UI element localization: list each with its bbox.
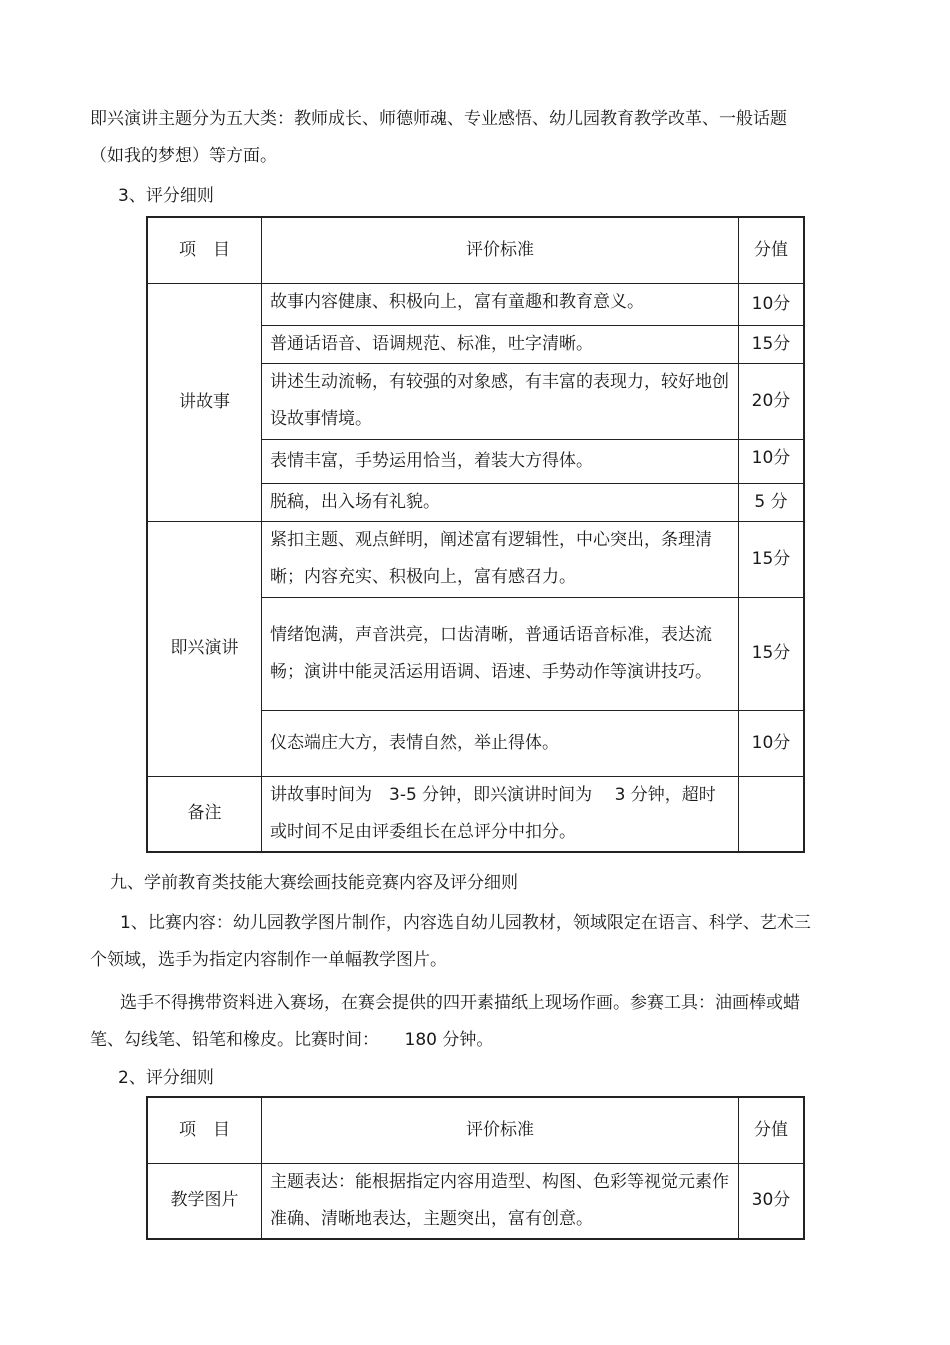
- header-item: 项 目: [147, 1097, 262, 1163]
- table-row: [147, 283, 804, 325]
- speech-scoring-table: [146, 216, 805, 853]
- contest-content-paragraph: 1、比赛内容：幼儿园教学图片制作，内容选自幼儿园教材，领域限定在语言、科学、艺术三个领域，选手为指定内容制作一单幅教学图片。: [90, 913, 811, 970]
- score-cell: 15分: [739, 521, 805, 597]
- intro-paragraph: 即兴演讲主题分为五大类：教师成长、师德师魂、专业感悟、幼儿园教育教学改革、一般话题（如我的梦想）等方面。: [90, 109, 787, 166]
- score-cell: 20分: [739, 363, 805, 439]
- score-cell: 10分: [739, 710, 805, 776]
- section-nine-title: 九、学前教育类技能大赛绘画技能竞赛内容及评分细则: [110, 873, 518, 893]
- table-row: [147, 1163, 804, 1239]
- header-item: 项 目: [147, 217, 262, 283]
- score-cell: 10分: [739, 283, 805, 325]
- criteria-cell: 主题表达：能根据指定内容用造型、构图、色彩等视觉元素作准确、清晰地表达，主题突出，富有创意。: [262, 1163, 739, 1239]
- score-cell: [739, 776, 805, 852]
- score-cell: 30分: [739, 1163, 805, 1239]
- table-header-row: [147, 217, 804, 283]
- header-criteria: 评价标准: [262, 1097, 739, 1163]
- criteria-cell: 脱稿，出入场有礼貌。: [262, 483, 739, 521]
- heading-scoring-rules-3: 3、评分细则: [118, 186, 214, 206]
- drawing-scoring-table: [146, 1096, 805, 1240]
- table-row: [147, 521, 804, 597]
- score-cell: 10分: [739, 439, 805, 483]
- criteria-cell: 情绪饱满，声音洪亮，口齿清晰，普通话语音标准，表达流畅；演讲中能灵活运用语调、语速、手势动作等演讲技巧。: [262, 597, 739, 710]
- criteria-cell: 仪态端庄大方，表情自然，举止得体。: [262, 710, 739, 776]
- criteria-cell: 普通话语音、语调规范、标准，吐字清晰。: [262, 325, 739, 363]
- header-score: 分值: [739, 1097, 805, 1163]
- header-score: 分值: [739, 217, 805, 283]
- criteria-cell: 紧扣主题、观点鲜明，阐述富有逻辑性，中心突出，条理清晰；内容充实、积极向上，富有感召力。: [262, 521, 739, 597]
- item-teaching-picture: 教学图片: [147, 1163, 262, 1239]
- criteria-cell: 表情丰富，手势运用恰当，着装大方得体。: [262, 439, 739, 483]
- item-remarks: 备注: [147, 776, 262, 852]
- score-cell: 15分: [739, 597, 805, 710]
- heading-scoring-rules-2: 2、评分细则: [118, 1068, 214, 1088]
- criteria-cell: 讲故事时间为 3-5 分钟，即兴演讲时间为 3 分钟，超时或时间不足由评委组长在总评分中扣分。: [262, 776, 739, 852]
- item-impromptu-speech: 即兴演讲: [147, 521, 262, 776]
- header-criteria: 评价标准: [262, 217, 739, 283]
- criteria-cell: 讲述生动流畅，有较强的对象感，有丰富的表现力，较好地创设故事情境。: [262, 363, 739, 439]
- table-header-row: [147, 1097, 804, 1163]
- table-row: [147, 776, 804, 852]
- score-cell: 15分: [739, 325, 805, 363]
- item-storytelling: 讲故事: [147, 283, 262, 521]
- score-cell: 5 分: [739, 483, 805, 521]
- contest-rules-paragraph: 选手不得携带资料进入赛场，在赛会提供的四开素描纸上现场作画。参赛工具：油画棒或蜡笔、勾线笔、铅笔和橡皮。比赛时间： 180 分钟。: [90, 993, 800, 1050]
- criteria-cell: 故事内容健康、积极向上，富有童趣和教育意义。: [262, 283, 739, 325]
